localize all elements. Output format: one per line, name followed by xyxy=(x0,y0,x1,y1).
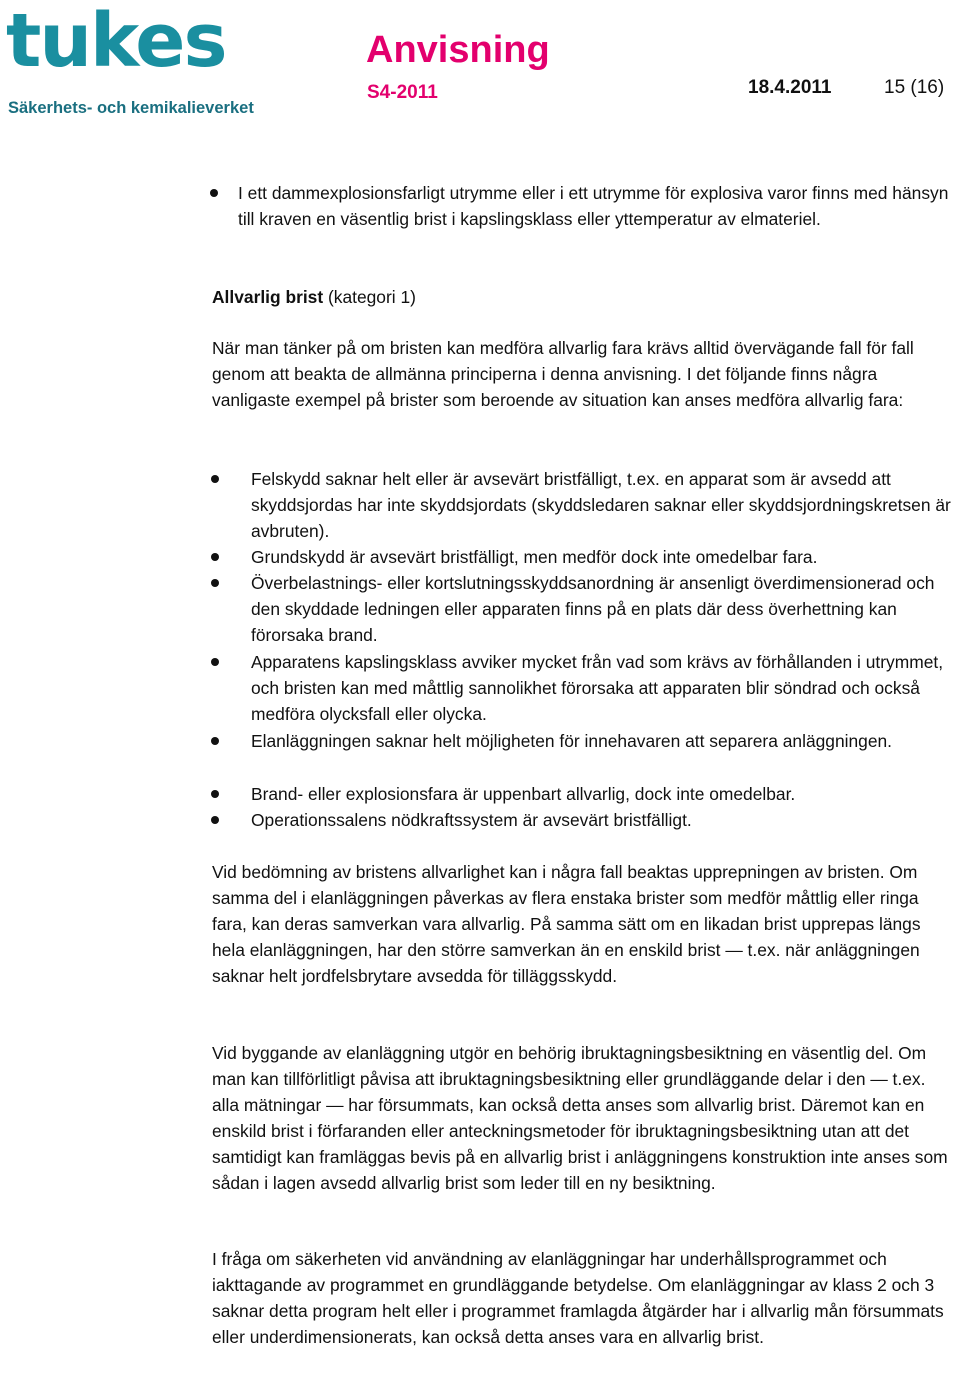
tukes-logo xyxy=(6,2,256,122)
bullet-icon xyxy=(211,816,219,824)
bullet-icon xyxy=(211,553,219,561)
paragraph: Vid bedömning av bristens allvarlighet kan i några fall beaktas upprepningen av bristen. Om samma del i elanläggningen påverkas av flera enstaka brister som medför måttlig eller ringa fara, kan deras samverkan vara allvarlig. På samma sätt om en likadan brist upprepas längs hela elanläggningen, har den större samverkan än en enskild brist — t.ex. när anläggningen saknar helt jordfelsbrytare avsedda för tilläggsskydd. xyxy=(212,862,921,986)
bullet-icon xyxy=(210,189,218,197)
document-date: 18.4.2011 xyxy=(748,77,832,98)
list-item xyxy=(210,570,954,648)
list-item-text: Operationssalens nödkraftssystem är avsevärt bristfälligt. xyxy=(251,810,692,830)
list-item xyxy=(210,649,954,727)
document-code: S4-2011 xyxy=(367,82,438,103)
list-item-text: Apparatens kapslingsklass avviker mycket från vad som krävs av förhållanden i utrymmet, och bristen kan med måttlig sannolikhet förorsaka att apparaten blir söndrad och också medföra olycksfall eller olycka. xyxy=(251,652,944,724)
list-item xyxy=(210,807,954,833)
bullet-icon xyxy=(211,737,219,745)
logo-wordmark: tukes xyxy=(6,0,226,84)
page-number: 15 (16) xyxy=(884,77,945,98)
bullet-icon xyxy=(211,475,219,483)
paragraph: Vid byggande av elanläggning utgör en behörig ibruktagningsbesiktning en väsentlig del. Om man kan tillförlitligt påvisa att ibruktagningsbesiktning eller grundläggande delar i den — t.ex. alla mätningar — har försummats, kan också detta anses som allvarlig brist. Däremot kan en enskild brist i förfaranden eller anteckningsmetoder för ibruktagningsbesiktning utan att det samtidigt kan framläggas bevis på en allvarlig brist i anläggningens konstruktion inte anses som sådan i lagen avsedd allvarlig brist som leder till en ny besiktning. xyxy=(212,1043,948,1193)
bullet-icon xyxy=(211,579,219,587)
bullet-icon xyxy=(211,790,219,798)
section-heading xyxy=(212,284,952,310)
list-item xyxy=(210,728,954,754)
bullet-icon xyxy=(211,658,219,666)
list-item-text: Grundskydd är avsevärt bristfälligt, men medför dock inte omedelbar fara. xyxy=(251,547,818,567)
list-item-text: Elanläggningen saknar helt möjligheten för innehavaren att separera anläggningen. xyxy=(251,731,893,751)
list-item-text: I ett dammexplosionsfarligt utrymme eller i ett utrymme för explosiva varor finns med hänsyn till kraven en väsentlig brist i kapslingsklass eller yttemperatur av elmateriel. xyxy=(238,183,949,229)
paragraph: I fråga om säkerheten vid användning av elanläggningar har underhållsprogrammet och iakttagande av programmet en grundläggande betydelse. Om elanläggningar av klass 2 och 3 saknar detta program helt eller i programmet framlagda åtgärder har i allvarlig mån försummats eller underdimensionerats, kan också detta anses vara en allvarlig brist. xyxy=(212,1249,944,1347)
list-item xyxy=(210,180,950,232)
section-heading-bold: Allvarlig brist xyxy=(212,287,324,307)
list-item-text: Felskydd saknar helt eller är avsevärt bristfälligt, t.ex. en apparat som är avsedd att skyddsjordas har inte skyddsjordats (skyddsledaren saknar eller skyddsjordningskretsen är avbruten). xyxy=(251,469,951,541)
list-item xyxy=(210,544,954,570)
section-intro: När man tänker på om bristen kan medföra allvarlig fara krävs alltid övervägande fall för fall genom att beakta de allmänna principerna i denna anvisning. I det följande finns några vanligaste exempel på brister som beroende av situation kan anses medföra allvarlig fara: xyxy=(212,338,914,410)
section-heading-rest: (kategori 1) xyxy=(323,287,416,307)
list-item-text: Överbelastnings- eller kortslutningsskyddsanordning är ansenligt överdimensionerad och den skyddade ledningen eller apparaten finns på en plats där dess överhettning kan förorsaka brand. xyxy=(251,573,935,645)
list-item xyxy=(210,781,954,807)
logo-subtitle: Säkerhets- och kemikalieverket xyxy=(8,99,254,117)
list-item-text: Brand- eller explosionsfara är uppenbart allvarlig, dock inte omedelbar. xyxy=(251,784,796,804)
list-item xyxy=(210,466,954,544)
document-title: Anvisning xyxy=(366,29,550,71)
